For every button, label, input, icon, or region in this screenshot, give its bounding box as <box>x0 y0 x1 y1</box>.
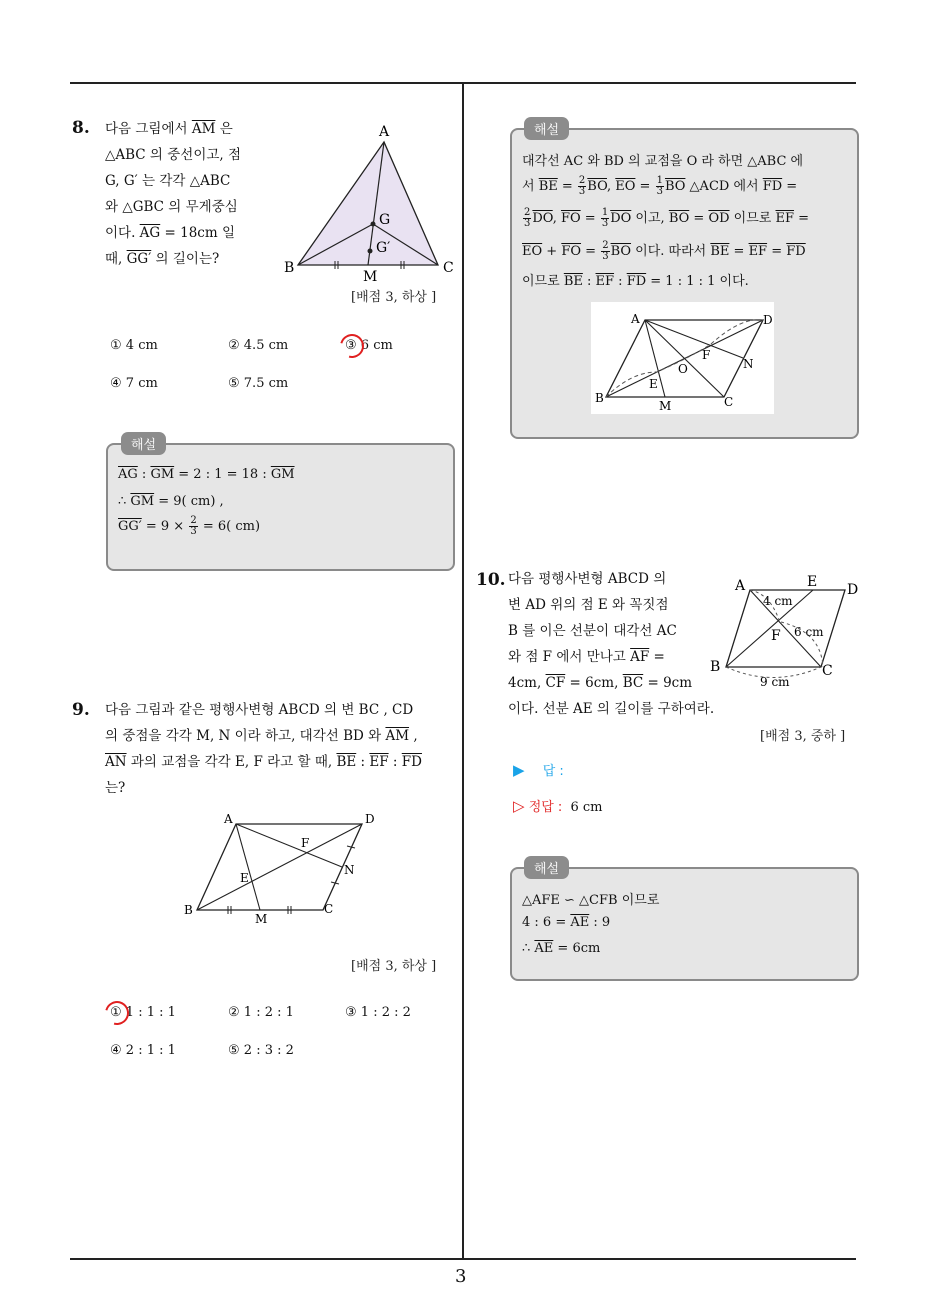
question-9-number: 9. <box>72 700 90 720</box>
fraction: $\frac{2}{3}$ <box>190 515 197 537</box>
q8-explain-line-3: GG′ = 9 × $\frac{2}{3}$ = 6( cm) <box>118 515 261 537</box>
q10-explanation-tab: 해설 <box>524 856 569 879</box>
q8-line: G, G′ 는 각각 △ABC <box>105 173 231 189</box>
q8-line: 이다. $\overline{AG} = 18cm$ 일 <box>105 225 235 241</box>
q10-explain-line-1: △AFE ∽ △CFB 이므로 <box>522 893 660 908</box>
triangle-outline-icon: ▷ <box>513 797 525 815</box>
label-m: M <box>659 399 672 413</box>
q9-explain-line-5: 이므로 $\overline{BE}$ : $\overline{EF}$ : $\overline{FD} = 1$ : 1 : 1 이다. <box>522 274 749 289</box>
q10-parallelogram-figure <box>705 572 865 692</box>
label-b: B <box>184 903 193 917</box>
label-f: F <box>771 628 781 644</box>
q9-choice-5[interactable]: ⑤ 2 : 3 : 2 <box>228 1043 294 1058</box>
q10-correct-row <box>513 796 602 815</box>
q9-explain-line-3: $\frac{2}{3}$ $\overline{DO}$, $\overline{FO}$ = $\frac{1}{3}$ $\overline{DO}$ 이고, $\overline{BO} = \overline{OD}$ 이므로 $\overline{EF}$ = <box>524 207 810 229</box>
column-divider <box>462 83 464 1258</box>
q10-line: 다음 평행사변형 ABCD 의 <box>508 571 667 587</box>
label-c: C <box>324 902 334 916</box>
question-10-number: 10. <box>476 570 506 590</box>
q9-choice-1[interactable]: ① 1 : 1 : 1 <box>110 1005 176 1020</box>
q8-line: 때, GG′ 의 길이는? <box>105 251 220 267</box>
label-d: D <box>847 582 859 598</box>
label-c: C <box>822 663 833 679</box>
answer-label: 답 : <box>542 764 564 779</box>
q8-selected-mark <box>336 330 369 363</box>
label-c: C <box>724 395 734 409</box>
q8-choice-1[interactable]: ① 4 cm <box>110 338 158 353</box>
fraction: $\frac{1}{3}$ <box>601 207 609 229</box>
segment-am <box>236 824 260 910</box>
bottom-rule <box>70 1258 856 1260</box>
label-n: N <box>344 863 355 877</box>
label-e: E <box>807 574 818 590</box>
point-g <box>371 222 376 227</box>
q10-explain-line-2: 4 : $6 = \overline{AE}$ : 9 <box>522 915 611 930</box>
label-bc-length: 9 cm <box>760 675 790 689</box>
q9-parallelogram-figure <box>180 810 380 930</box>
question-9-text <box>105 697 460 801</box>
q10-line: 변 AD 위의 점 E 와 꼭짓점 <box>508 597 669 613</box>
label-f: F <box>301 836 310 850</box>
correct-value: 6 cm <box>570 800 603 815</box>
fraction: $\frac{2}{3}$ <box>602 240 609 262</box>
fraction: $\frac{1}{3}$ <box>656 175 663 197</box>
label-f: F <box>702 348 711 362</box>
label-e: E <box>240 871 249 885</box>
label-b: B <box>284 260 295 276</box>
q9-line: 는? <box>105 780 126 796</box>
label-g-prime: G′ <box>376 240 391 256</box>
label-d: D <box>365 812 375 826</box>
correct-label: 정답 : <box>528 800 563 815</box>
label-e: E <box>649 377 658 391</box>
q8-choice-3[interactable]: ③ 6 cm <box>345 338 393 353</box>
fraction: $\frac{2}{3}$ <box>578 175 586 197</box>
label-cf-length: 6 cm <box>794 625 824 639</box>
q9-choice-3[interactable]: ③ 1 : 2 : 2 <box>345 1005 411 1020</box>
label-m: M <box>363 269 378 285</box>
q8-choice-2[interactable]: ② 4.5 cm <box>228 338 289 353</box>
diagonal-bd <box>197 824 362 910</box>
label-a: A <box>735 578 746 594</box>
q8-line: 다음 그림에서 $\overline{AM}$ 은 <box>105 121 233 137</box>
q9-explain-line-2: 서 $\overline{BE}$ = $\frac{2}{3}$ $\overline{BO}$, $\overline{EO}$ = $\frac{1}{3}$ $\overline{BO}$ △ACD 에서 $\overline{FD}$ = <box>522 175 798 197</box>
q8-explain-line-1: $\overline{AG}$ : $\overline{GM} = 2$ : 1 = 18 : $\overline{GM}$ <box>118 467 295 482</box>
label-af-length: 4 cm <box>763 594 793 608</box>
question-8-number: 8. <box>72 118 90 138</box>
segment-an <box>236 824 342 867</box>
q10-explain-line-3: ∴ $\overline{AE} = 6cm$ <box>522 941 601 956</box>
triangle-abc <box>298 142 438 265</box>
label-g: G <box>379 212 391 228</box>
label-d: D <box>763 313 773 327</box>
q9-choice-4[interactable]: ④ 2 : 1 : 1 <box>110 1043 176 1058</box>
label-o: O <box>678 362 688 376</box>
q8-choice-5[interactable]: ⑤ 7.5 cm <box>228 376 289 391</box>
label-b: B <box>595 391 604 405</box>
q9-line: 의 중점을 각각 M, N 이라 하고, 대각선 BD 와 $\overline{AM}$ , <box>105 728 418 744</box>
q8-meta: [배점 3, 하상 ] <box>351 290 437 305</box>
q9-choice-2[interactable]: ② 1 : 2 : 1 <box>228 1005 294 1020</box>
q9-line: 다음 그림과 같은 평행사변형 ABCD 의 변 BC , CD <box>105 702 414 718</box>
label-m: M <box>255 912 268 926</box>
q8-explain-line-2: ∴ $\overline{GM} = 9$( cm) , <box>118 494 224 509</box>
label-n: N <box>743 357 754 371</box>
label-a: A <box>379 124 390 140</box>
q10-answer-row <box>513 760 564 779</box>
q10-line: 4cm, $\overline{CF} = 6cm$, $\overline{BC} = 9cm$ <box>508 675 693 691</box>
q9-meta: [배점 3, 하상 ] <box>351 959 437 974</box>
q9-explanation-figure <box>591 302 774 414</box>
q9-explanation-tab: 해설 <box>524 117 569 140</box>
label-b: B <box>710 659 721 675</box>
q10-meta: [배점 3, 중하 ] <box>760 729 846 744</box>
label-c: C <box>443 260 454 276</box>
point-g-prime <box>368 249 373 254</box>
q8-triangle-figure <box>280 120 460 285</box>
q8-line: △ABC 의 중선이고, 점 <box>105 147 242 163</box>
q10-line: 와 점 F 에서 만나고 $\overline{AF}$ = <box>508 649 665 665</box>
q9-selected-mark <box>101 997 134 1030</box>
q9-explain-line-4: $\overline{EO} + \overline{FO}$ = $\frac{2}{3}$ $\overline{BO}$ 이다. 따라서 $\overline{BE} = \overline{EF} = \overline{FD}$ <box>522 240 806 262</box>
fraction: $\frac{2}{3}$ <box>524 207 531 229</box>
play-icon: ▶ <box>513 761 525 779</box>
question-8-text <box>105 116 270 272</box>
label-a: A <box>224 812 233 826</box>
q8-line: 와 △GBC 의 무게중심 <box>105 199 238 215</box>
q8-choice-4[interactable]: ④ 7 cm <box>110 376 158 391</box>
q9-line: $\overline{AN}$ 과의 교점을 각각 E, F 라고 할 때, $\overline{BE}$ : $\overline{EF}$ : $\overline{FD}$ <box>105 754 422 770</box>
q10-line: 이다. 선분 AE 의 길이를 구하여라. <box>508 701 715 717</box>
q10-line: B 를 이은 선분이 대각선 AC <box>508 623 677 639</box>
page-number: 3 <box>455 1266 467 1287</box>
q9-explain-line-1: 대각선 AC 와 BD 의 교점을 O 라 하면 △ABC 에 <box>522 154 804 169</box>
q8-explanation-tab: 해설 <box>121 432 166 455</box>
label-a: A <box>631 312 640 326</box>
